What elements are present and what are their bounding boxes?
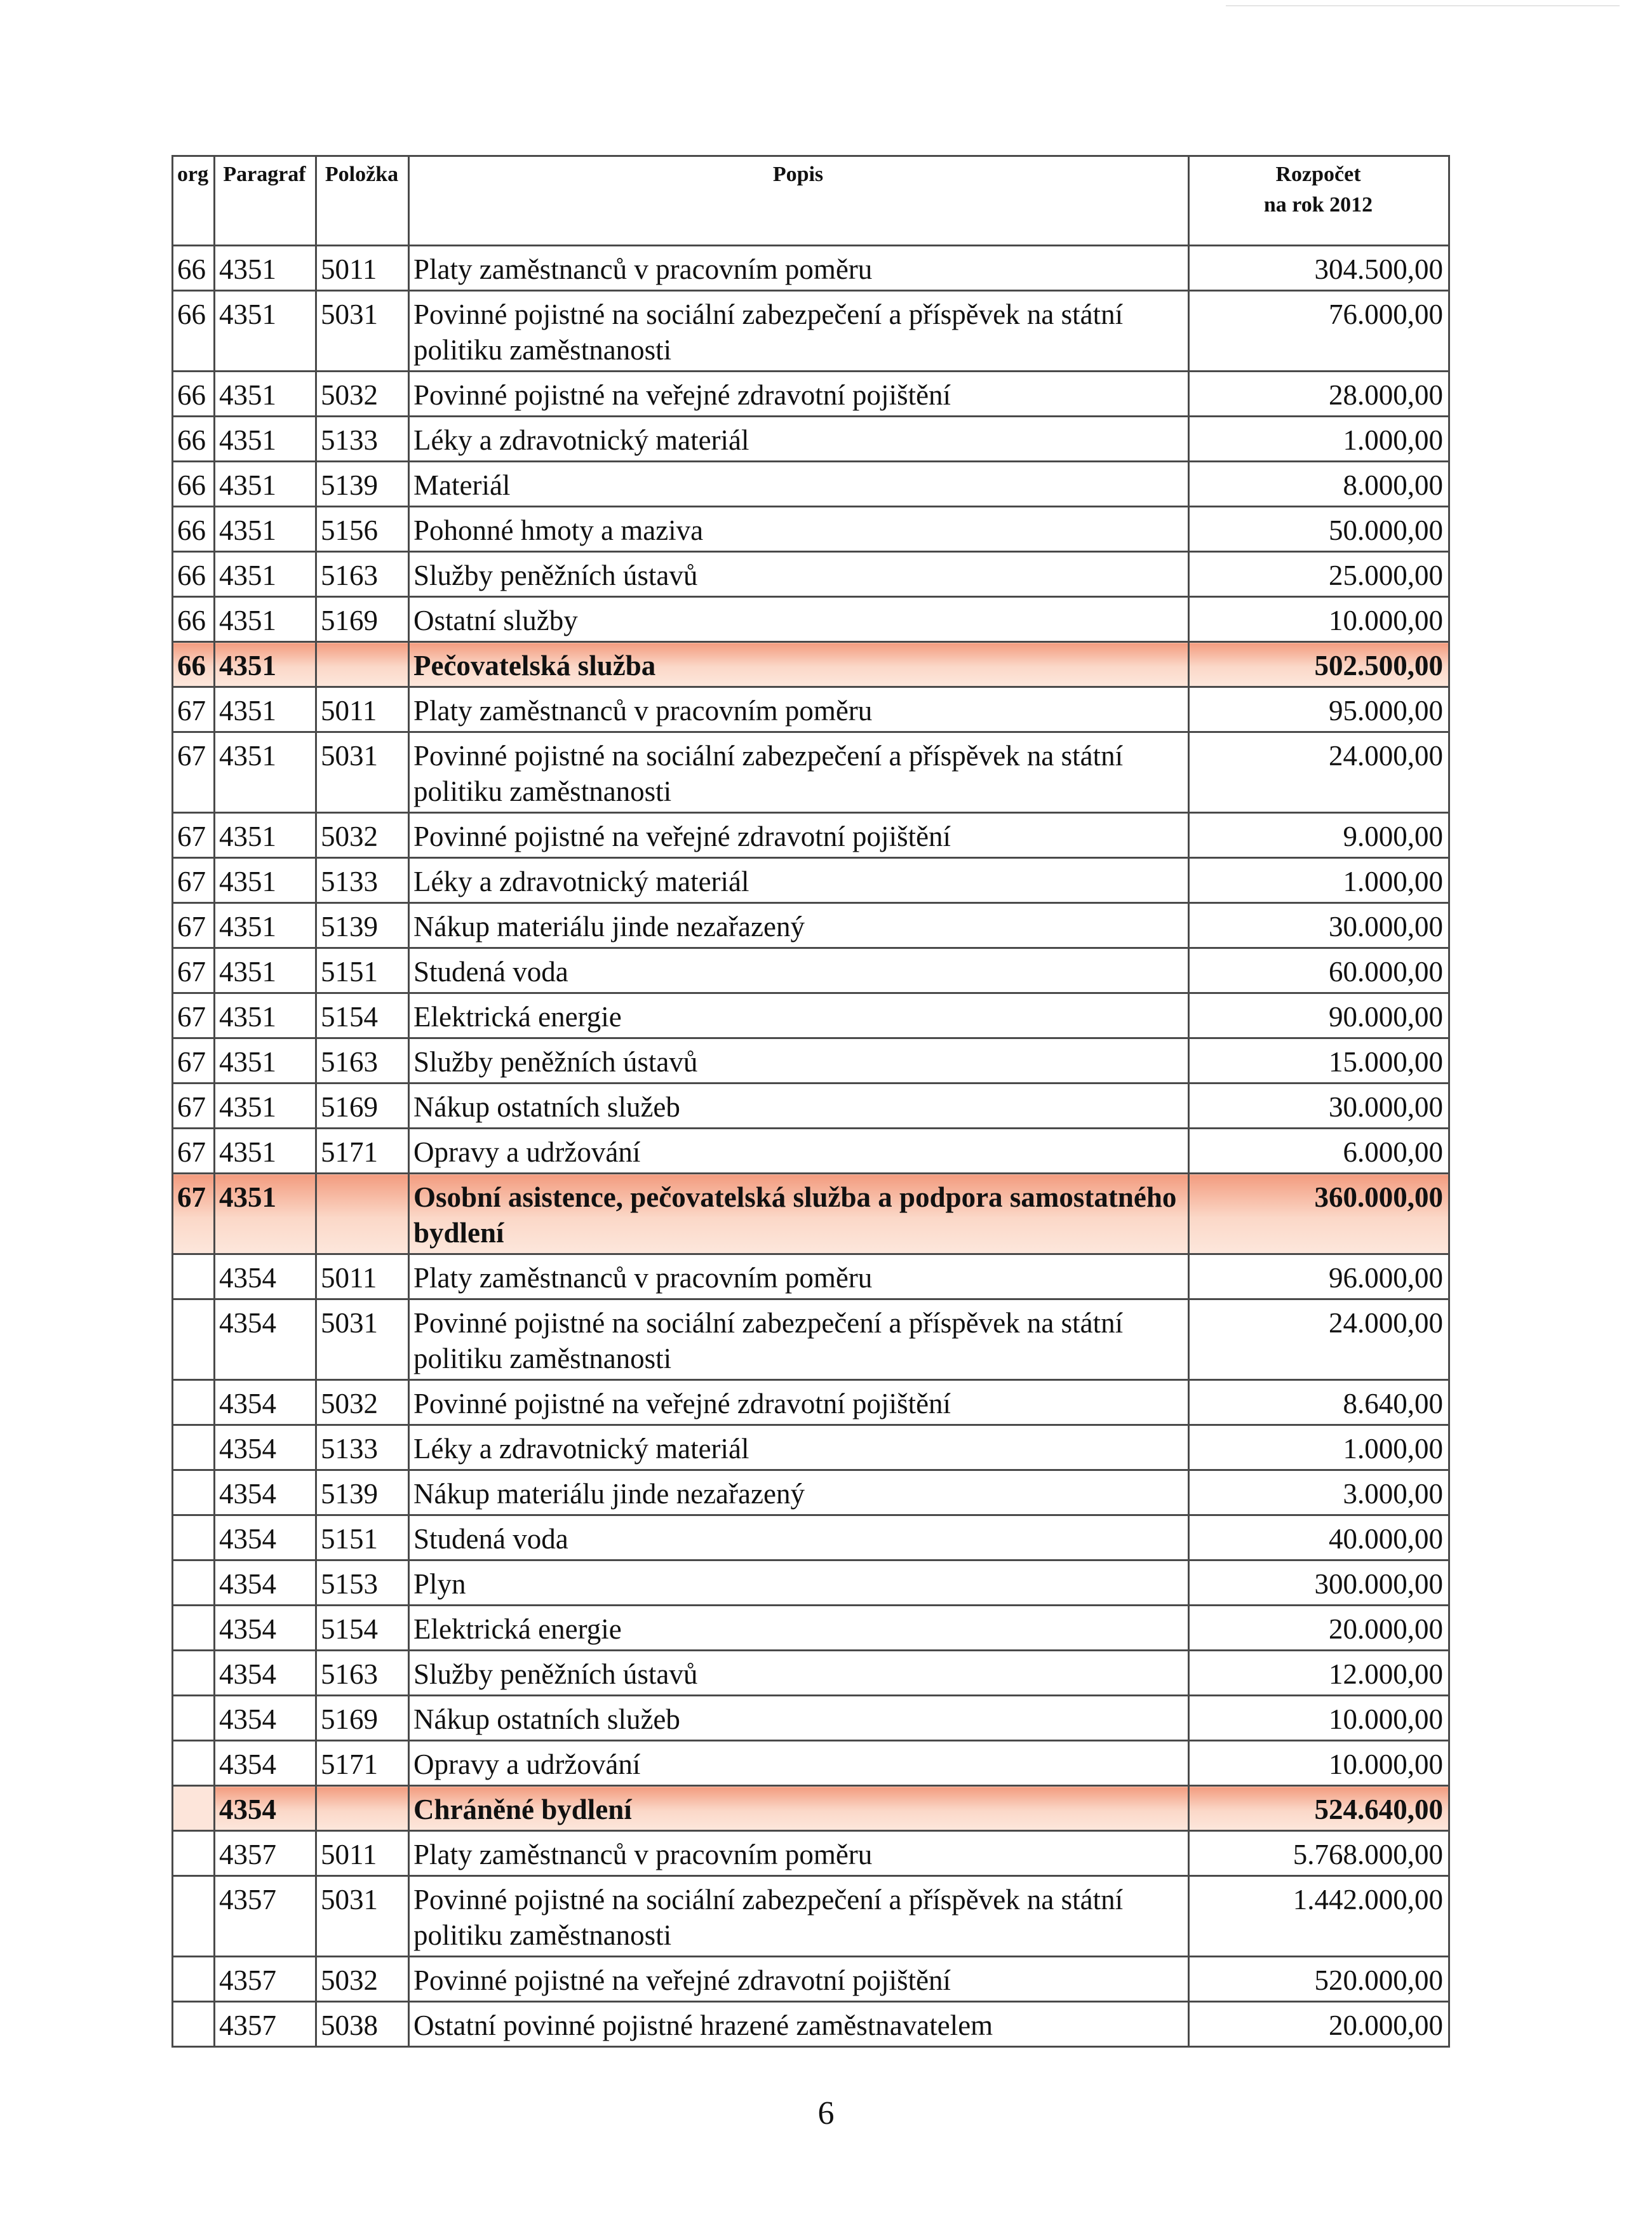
cell-paragraf: 4351 bbox=[215, 552, 316, 597]
cell-org: 67 bbox=[173, 948, 215, 993]
cell-rozpocet: 40.000,00 bbox=[1189, 1515, 1449, 1560]
header-rozpocet-line2: na rok 2012 bbox=[1263, 193, 1373, 217]
cell-rozpocet: 1.000,00 bbox=[1189, 858, 1449, 903]
cell-paragraf: 4351 bbox=[215, 1038, 316, 1084]
table-body bbox=[173, 246, 1449, 2047]
table-row bbox=[173, 372, 1449, 417]
cell-polozka: 5133 bbox=[316, 417, 409, 462]
cell-org bbox=[173, 1957, 215, 2002]
cell-rozpocet: 20.000,00 bbox=[1189, 1606, 1449, 1651]
cell-paragraf: 4351 bbox=[215, 903, 316, 948]
cell-polozka: 5171 bbox=[316, 1741, 409, 1786]
table-row bbox=[173, 1425, 1449, 1470]
cell-polozka: 5151 bbox=[316, 1515, 409, 1560]
cell-rozpocet: 24.000,00 bbox=[1189, 732, 1449, 813]
cell-rozpocet: 12.000,00 bbox=[1189, 1651, 1449, 1696]
cell-paragraf: 4354 bbox=[215, 1380, 316, 1425]
cell-polozka: 5133 bbox=[316, 858, 409, 903]
cell-org: 66 bbox=[173, 417, 215, 462]
table-row bbox=[173, 1038, 1449, 1084]
cell-org: 66 bbox=[173, 372, 215, 417]
cell-org: 67 bbox=[173, 687, 215, 732]
table-row bbox=[173, 1696, 1449, 1741]
table-row bbox=[173, 993, 1449, 1038]
cell-rozpocet: 1.000,00 bbox=[1189, 417, 1449, 462]
cell-popis: Pečovatelská služba bbox=[409, 642, 1189, 687]
cell-rozpocet: 300.000,00 bbox=[1189, 1560, 1449, 1606]
cell-polozka: 5156 bbox=[316, 507, 409, 552]
header-polozka: Položka bbox=[316, 156, 409, 246]
cell-org bbox=[173, 1425, 215, 1470]
cell-paragraf: 4354 bbox=[215, 1606, 316, 1651]
cell-polozka: 5011 bbox=[316, 246, 409, 291]
cell-popis: Platy zaměstnanců v pracovním poměru bbox=[409, 1831, 1189, 1876]
table-row bbox=[173, 597, 1449, 642]
table-row bbox=[173, 1129, 1449, 1174]
cell-popis: Materiál bbox=[409, 462, 1189, 507]
cell-org bbox=[173, 1299, 215, 1380]
cell-polozka: 5169 bbox=[316, 1696, 409, 1741]
table-row bbox=[173, 1254, 1449, 1299]
table-row bbox=[173, 1515, 1449, 1560]
cell-polozka: 5163 bbox=[316, 1038, 409, 1084]
cell-org: 66 bbox=[173, 642, 215, 687]
cell-popis: Nákup materiálu jinde nezařazený bbox=[409, 1470, 1189, 1515]
cell-paragraf: 4351 bbox=[215, 291, 316, 372]
cell-rozpocet: 304.500,00 bbox=[1189, 246, 1449, 291]
cell-paragraf: 4354 bbox=[215, 1786, 316, 1831]
cell-polozka bbox=[316, 642, 409, 687]
cell-polozka: 5011 bbox=[316, 1254, 409, 1299]
cell-org bbox=[173, 1651, 215, 1696]
cell-org bbox=[173, 1254, 215, 1299]
cell-rozpocet: 28.000,00 bbox=[1189, 372, 1449, 417]
cell-rozpocet: 524.640,00 bbox=[1189, 1786, 1449, 1831]
cell-org: 67 bbox=[173, 732, 215, 813]
cell-rozpocet: 360.000,00 bbox=[1189, 1174, 1449, 1254]
header-rozpocet bbox=[1189, 156, 1449, 246]
cell-org: 66 bbox=[173, 462, 215, 507]
cell-paragraf: 4351 bbox=[215, 1084, 316, 1129]
cell-rozpocet: 50.000,00 bbox=[1189, 507, 1449, 552]
table-row bbox=[173, 291, 1449, 372]
table-row bbox=[173, 732, 1449, 813]
cell-rozpocet: 30.000,00 bbox=[1189, 903, 1449, 948]
table-row bbox=[173, 2002, 1449, 2047]
cell-rozpocet: 8.640,00 bbox=[1189, 1380, 1449, 1425]
table-row bbox=[173, 858, 1449, 903]
cell-popis: Ostatní služby bbox=[409, 597, 1189, 642]
cell-popis: Povinné pojistné na veřejné zdravotní pojištění bbox=[409, 1380, 1189, 1425]
cell-polozka: 5031 bbox=[316, 1876, 409, 1957]
cell-paragraf: 4354 bbox=[215, 1651, 316, 1696]
cell-paragraf: 4354 bbox=[215, 1515, 316, 1560]
cell-polozka: 5011 bbox=[316, 687, 409, 732]
table-row bbox=[173, 1470, 1449, 1515]
cell-rozpocet: 90.000,00 bbox=[1189, 993, 1449, 1038]
cell-org: 66 bbox=[173, 291, 215, 372]
table-row bbox=[173, 948, 1449, 993]
cell-polozka: 5031 bbox=[316, 732, 409, 813]
cell-popis: Nákup ostatních služeb bbox=[409, 1084, 1189, 1129]
cell-org: 66 bbox=[173, 552, 215, 597]
header-org: org bbox=[173, 156, 215, 246]
table-row bbox=[173, 903, 1449, 948]
cell-org bbox=[173, 1831, 215, 1876]
cell-polozka: 5032 bbox=[316, 1380, 409, 1425]
cell-polozka: 5151 bbox=[316, 948, 409, 993]
cell-rozpocet: 520.000,00 bbox=[1189, 1957, 1449, 2002]
cell-paragraf: 4354 bbox=[215, 1254, 316, 1299]
cell-paragraf: 4354 bbox=[215, 1741, 316, 1786]
cell-rozpocet: 10.000,00 bbox=[1189, 1696, 1449, 1741]
cell-polozka: 5133 bbox=[316, 1425, 409, 1470]
cell-popis: Povinné pojistné na sociální zabezpečení a příspěvek na státní politiku zaměstnanosti bbox=[409, 1299, 1189, 1380]
cell-rozpocet: 3.000,00 bbox=[1189, 1470, 1449, 1515]
cell-polozka: 5171 bbox=[316, 1129, 409, 1174]
cell-org bbox=[173, 1560, 215, 1606]
cell-rozpocet: 30.000,00 bbox=[1189, 1084, 1449, 1129]
cell-popis: Léky a zdravotnický materiál bbox=[409, 858, 1189, 903]
cell-polozka: 5011 bbox=[316, 1831, 409, 1876]
table-row bbox=[173, 1084, 1449, 1129]
table-row bbox=[173, 1651, 1449, 1696]
table-row-total bbox=[173, 1174, 1449, 1254]
cell-polozka: 5032 bbox=[316, 372, 409, 417]
cell-paragraf: 4351 bbox=[215, 417, 316, 462]
cell-org: 67 bbox=[173, 1038, 215, 1084]
header-rozpocet-line1: Rozpočet bbox=[1275, 163, 1361, 186]
cell-popis: Plyn bbox=[409, 1560, 1189, 1606]
cell-popis: Chráněné bydlení bbox=[409, 1786, 1189, 1831]
cell-popis: Léky a zdravotnický materiál bbox=[409, 417, 1189, 462]
cell-polozka bbox=[316, 1786, 409, 1831]
cell-org: 67 bbox=[173, 1174, 215, 1254]
cell-org: 67 bbox=[173, 1129, 215, 1174]
cell-paragraf: 4354 bbox=[215, 1299, 316, 1380]
cell-rozpocet: 1.442.000,00 bbox=[1189, 1876, 1449, 1957]
table-row bbox=[173, 1876, 1449, 1957]
cell-rozpocet: 1.000,00 bbox=[1189, 1425, 1449, 1470]
cell-paragraf: 4351 bbox=[215, 1174, 316, 1254]
cell-popis: Povinné pojistné na veřejné zdravotní pojištění bbox=[409, 813, 1189, 858]
cell-popis: Osobní asistence, pečovatelská služba a podpora samostatného bydlení bbox=[409, 1174, 1189, 1254]
cell-org: 67 bbox=[173, 1084, 215, 1129]
cell-org: 66 bbox=[173, 597, 215, 642]
cell-org: 66 bbox=[173, 246, 215, 291]
table-row bbox=[173, 1957, 1449, 2002]
cell-popis: Služby peněžních ústavů bbox=[409, 1038, 1189, 1084]
header-popis: Popis bbox=[409, 156, 1189, 246]
cell-org: 66 bbox=[173, 507, 215, 552]
table-row bbox=[173, 1560, 1449, 1606]
cell-org: 67 bbox=[173, 813, 215, 858]
header-paragraf: Paragraf bbox=[215, 156, 316, 246]
table-row bbox=[173, 246, 1449, 291]
table-row-total bbox=[173, 1786, 1449, 1831]
cell-polozka: 5154 bbox=[316, 993, 409, 1038]
cell-org bbox=[173, 1696, 215, 1741]
cell-rozpocet: 6.000,00 bbox=[1189, 1129, 1449, 1174]
cell-paragraf: 4351 bbox=[215, 372, 316, 417]
cell-polozka: 5169 bbox=[316, 597, 409, 642]
cell-polozka: 5139 bbox=[316, 1470, 409, 1515]
table-row bbox=[173, 1299, 1449, 1380]
cell-paragraf: 4351 bbox=[215, 246, 316, 291]
table-row bbox=[173, 507, 1449, 552]
cell-org: 67 bbox=[173, 858, 215, 903]
cell-rozpocet: 502.500,00 bbox=[1189, 642, 1449, 687]
cell-rozpocet: 76.000,00 bbox=[1189, 291, 1449, 372]
cell-popis: Studená voda bbox=[409, 948, 1189, 993]
table-row bbox=[173, 1380, 1449, 1425]
cell-paragraf: 4351 bbox=[215, 813, 316, 858]
cell-popis: Léky a zdravotnický materiál bbox=[409, 1425, 1189, 1470]
cell-polozka: 5139 bbox=[316, 903, 409, 948]
cell-paragraf: 4354 bbox=[215, 1425, 316, 1470]
cell-popis: Služby peněžních ústavů bbox=[409, 1651, 1189, 1696]
cell-popis: Studená voda bbox=[409, 1515, 1189, 1560]
cell-org bbox=[173, 1741, 215, 1786]
cell-paragraf: 4351 bbox=[215, 462, 316, 507]
cell-rozpocet: 96.000,00 bbox=[1189, 1254, 1449, 1299]
budget-table bbox=[171, 155, 1450, 2048]
cell-rozpocet: 95.000,00 bbox=[1189, 687, 1449, 732]
cell-polozka: 5031 bbox=[316, 1299, 409, 1380]
cell-popis: Povinné pojistné na veřejné zdravotní pojištění bbox=[409, 1957, 1189, 2002]
cell-paragraf: 4354 bbox=[215, 1560, 316, 1606]
table-row bbox=[173, 813, 1449, 858]
cell-popis: Elektrická energie bbox=[409, 993, 1189, 1038]
cell-polozka: 5154 bbox=[316, 1606, 409, 1651]
cell-rozpocet: 20.000,00 bbox=[1189, 2002, 1449, 2047]
cell-popis: Opravy a udržování bbox=[409, 1741, 1189, 1786]
page-number: 6 bbox=[817, 2095, 835, 2131]
cell-paragraf: 4351 bbox=[215, 687, 316, 732]
cell-paragraf: 4351 bbox=[215, 993, 316, 1038]
cell-rozpocet: 5.768.000,00 bbox=[1189, 1831, 1449, 1876]
cell-org: 67 bbox=[173, 993, 215, 1038]
cell-paragraf: 4357 bbox=[215, 1957, 316, 2002]
cell-org bbox=[173, 1786, 215, 1831]
cell-popis: Platy zaměstnanců v pracovním poměru bbox=[409, 687, 1189, 732]
cell-paragraf: 4357 bbox=[215, 1831, 316, 1876]
cell-rozpocet: 60.000,00 bbox=[1189, 948, 1449, 993]
cell-polozka: 5153 bbox=[316, 1560, 409, 1606]
cell-popis: Nákup ostatních služeb bbox=[409, 1696, 1189, 1741]
cell-rozpocet: 24.000,00 bbox=[1189, 1299, 1449, 1380]
cell-popis: Ostatní povinné pojistné hrazené zaměstnavatelem bbox=[409, 2002, 1189, 2047]
cell-paragraf: 4354 bbox=[215, 1470, 316, 1515]
cell-popis: Nákup materiálu jinde nezařazený bbox=[409, 903, 1189, 948]
cell-polozka: 5163 bbox=[316, 552, 409, 597]
cell-rozpocet: 9.000,00 bbox=[1189, 813, 1449, 858]
cell-org bbox=[173, 1380, 215, 1425]
cell-rozpocet: 15.000,00 bbox=[1189, 1038, 1449, 1084]
cell-polozka: 5169 bbox=[316, 1084, 409, 1129]
cell-popis: Povinné pojistné na sociální zabezpečení a příspěvek na státní politiku zaměstnanosti bbox=[409, 1876, 1189, 1957]
scan-artifact-line bbox=[1226, 5, 1620, 6]
cell-polozka: 5032 bbox=[316, 1957, 409, 2002]
table-row bbox=[173, 462, 1449, 507]
cell-popis: Opravy a udržování bbox=[409, 1129, 1189, 1174]
cell-polozka: 5038 bbox=[316, 2002, 409, 2047]
cell-popis: Platy zaměstnanců v pracovním poměru bbox=[409, 1254, 1189, 1299]
cell-polozka: 5163 bbox=[316, 1651, 409, 1696]
cell-org: 67 bbox=[173, 903, 215, 948]
cell-paragraf: 4357 bbox=[215, 1876, 316, 1957]
cell-paragraf: 4357 bbox=[215, 2002, 316, 2047]
cell-org bbox=[173, 1606, 215, 1651]
cell-paragraf: 4351 bbox=[215, 597, 316, 642]
cell-rozpocet: 10.000,00 bbox=[1189, 597, 1449, 642]
cell-polozka: 5031 bbox=[316, 291, 409, 372]
cell-polozka: 5032 bbox=[316, 813, 409, 858]
cell-popis: Pohonné hmoty a maziva bbox=[409, 507, 1189, 552]
table-row bbox=[173, 1606, 1449, 1651]
table-row-total bbox=[173, 642, 1449, 687]
cell-popis: Služby peněžních ústavů bbox=[409, 552, 1189, 597]
cell-polozka: 5139 bbox=[316, 462, 409, 507]
cell-polozka bbox=[316, 1174, 409, 1254]
cell-rozpocet: 10.000,00 bbox=[1189, 1741, 1449, 1786]
cell-paragraf: 4351 bbox=[215, 858, 316, 903]
cell-rozpocet: 25.000,00 bbox=[1189, 552, 1449, 597]
cell-paragraf: 4354 bbox=[215, 1696, 316, 1741]
cell-paragraf: 4351 bbox=[215, 1129, 316, 1174]
cell-org bbox=[173, 1470, 215, 1515]
table-header-row bbox=[173, 156, 1449, 246]
cell-popis: Povinné pojistné na veřejné zdravotní pojištění bbox=[409, 372, 1189, 417]
table-row bbox=[173, 417, 1449, 462]
cell-popis: Elektrická energie bbox=[409, 1606, 1189, 1651]
cell-org bbox=[173, 2002, 215, 2047]
cell-org bbox=[173, 1876, 215, 1957]
table-row bbox=[173, 1831, 1449, 1876]
cell-popis: Platy zaměstnanců v pracovním poměru bbox=[409, 246, 1189, 291]
cell-rozpocet: 8.000,00 bbox=[1189, 462, 1449, 507]
cell-popis: Povinné pojistné na sociální zabezpečení a příspěvek na státní politiku zaměstnanosti bbox=[409, 291, 1189, 372]
cell-popis: Povinné pojistné na sociální zabezpečení a příspěvek na státní politiku zaměstnanosti bbox=[409, 732, 1189, 813]
table-row bbox=[173, 552, 1449, 597]
cell-paragraf: 4351 bbox=[215, 642, 316, 687]
table-row bbox=[173, 687, 1449, 732]
cell-org bbox=[173, 1515, 215, 1560]
cell-paragraf: 4351 bbox=[215, 507, 316, 552]
table-row bbox=[173, 1741, 1449, 1786]
cell-paragraf: 4351 bbox=[215, 948, 316, 993]
cell-paragraf: 4351 bbox=[215, 732, 316, 813]
